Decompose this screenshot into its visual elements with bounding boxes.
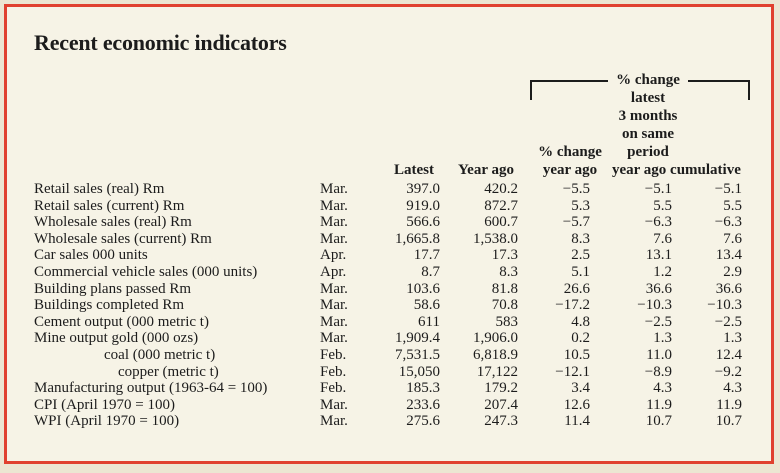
cell-cumulative: 2.9	[723, 264, 742, 280]
row-label: Wholesale sales (current) Rm	[34, 231, 212, 247]
cell-pct-year-ago: 4.8	[571, 314, 590, 330]
cell-pct-year-ago: −5.7	[562, 214, 590, 230]
cell-cumulative: 11.9	[716, 397, 742, 413]
group-header-sub-0: latest	[630, 90, 666, 106]
cell-pct-year-ago: −17.2	[555, 297, 590, 313]
row-label: Car sales 000 units	[34, 247, 148, 263]
header-year-ago-cumulative: year ago cumulative	[612, 162, 741, 178]
cell-year-ago: 6,818.9	[473, 347, 518, 363]
cell-pct-3-months: 11.0	[646, 347, 672, 363]
cell-pct-3-months: 10.7	[645, 413, 672, 429]
cell-pct-3-months: 7.6	[653, 231, 672, 247]
cell-month: Mar.	[320, 330, 348, 346]
cell-cumulative: 10.7	[715, 413, 742, 429]
cell-pct-3-months: −5.1	[644, 181, 672, 197]
cell-pct-year-ago: 11.4	[564, 413, 590, 429]
cell-year-ago: 1,906.0	[473, 330, 518, 346]
cell-pct-year-ago: 8.3	[571, 231, 590, 247]
row-label: Cement output (000 metric t)	[34, 314, 209, 330]
row-label: Buildings completed Rm	[34, 297, 184, 313]
cell-year-ago: 872.7	[484, 198, 518, 214]
cell-cumulative: 13.4	[715, 247, 742, 263]
cell-latest: 275.6	[406, 413, 440, 429]
row-label: coal (000 metric t)	[104, 347, 216, 363]
cell-year-ago: 420.2	[484, 181, 518, 197]
cell-year-ago: 17,122	[476, 364, 518, 380]
group-bracket-top-right	[688, 80, 750, 82]
cell-cumulative: −9.2	[714, 364, 742, 380]
row-label: Manufacturing output (1963-64 = 100)	[34, 380, 268, 396]
group-bracket-left-leg	[530, 80, 532, 100]
cell-pct-year-ago: 12.6	[563, 397, 590, 413]
cell-pct-year-ago: −5.5	[562, 181, 590, 197]
cell-cumulative: −10.3	[707, 297, 742, 313]
cell-pct-year-ago: 2.5	[571, 247, 590, 263]
cell-latest: 17.7	[413, 247, 440, 263]
cell-latest: 15,050	[398, 364, 440, 380]
cell-year-ago: 179.2	[484, 380, 518, 396]
cell-pct-3-months: −8.9	[644, 364, 672, 380]
group-header-sub-2: on same	[621, 126, 675, 142]
cell-year-ago: 70.8	[491, 297, 518, 313]
cell-month: Mar.	[320, 413, 348, 429]
cell-cumulative: 12.4	[715, 347, 742, 363]
cell-cumulative: −5.1	[714, 181, 742, 197]
group-bracket-right-leg	[748, 80, 750, 100]
cell-pct-3-months: 11.9	[646, 397, 672, 413]
cell-pct-3-months: 13.1	[645, 247, 672, 263]
cell-year-ago: 8.3	[499, 264, 518, 280]
cell-year-ago: 17.3	[491, 247, 518, 263]
cell-latest: 7,531.5	[395, 347, 440, 363]
row-label: Retail sales (current) Rm	[34, 198, 185, 214]
group-header-sub-1: 3 months	[618, 108, 678, 124]
cell-month: Mar.	[320, 231, 348, 247]
cell-pct-3-months: −2.5	[644, 314, 672, 330]
row-label: Wholesale sales (real) Rm	[34, 214, 192, 230]
row-label: Mine output gold (000 ozs)	[34, 330, 199, 346]
cell-latest: 611	[418, 314, 440, 330]
cell-pct-3-months: −6.3	[644, 214, 672, 230]
cell-pct-year-ago: 26.6	[563, 281, 590, 297]
cell-latest: 103.6	[406, 281, 440, 297]
cell-month: Apr.	[320, 247, 347, 263]
cell-pct-year-ago: −12.1	[555, 364, 590, 380]
cell-cumulative: 1.3	[723, 330, 742, 346]
cell-month: Feb.	[320, 347, 347, 363]
cell-cumulative: −6.3	[714, 214, 742, 230]
cell-year-ago: 247.3	[484, 413, 518, 429]
cell-month: Feb.	[320, 380, 347, 396]
cell-cumulative: 7.6	[723, 231, 742, 247]
cell-year-ago: 1,538.0	[473, 231, 518, 247]
cell-latest: 1,909.4	[395, 330, 440, 346]
cell-cumulative: 5.5	[723, 198, 742, 214]
cell-month: Mar.	[320, 198, 348, 214]
cell-pct-3-months: 1.2	[653, 264, 672, 280]
cell-year-ago: 583	[495, 314, 518, 330]
cell-latest: 566.6	[406, 214, 440, 230]
cell-month: Mar.	[320, 214, 348, 230]
row-label: WPI (April 1970 = 100)	[34, 413, 180, 429]
cell-cumulative: 4.3	[723, 380, 742, 396]
group-header-sub-3: period	[627, 144, 669, 160]
cell-latest: 233.6	[406, 397, 440, 413]
row-label: Commercial vehicle sales (000 units)	[34, 264, 258, 280]
cell-month: Apr.	[320, 264, 347, 280]
group-header-title: % change	[616, 72, 680, 88]
cell-cumulative: −2.5	[714, 314, 742, 330]
header-latest: Latest	[394, 162, 434, 178]
cell-pct-3-months: 4.3	[653, 380, 672, 396]
header-pct-change-line2: year ago	[542, 162, 598, 178]
page-title: Recent economic indicators	[34, 30, 287, 55]
row-label: copper (metric t)	[118, 364, 219, 380]
cell-latest: 919.0	[406, 198, 440, 214]
cell-month: Mar.	[320, 281, 348, 297]
header-pct-change-line1: % change	[538, 144, 602, 160]
cell-cumulative: 36.6	[715, 281, 742, 297]
cell-year-ago: 207.4	[484, 397, 518, 413]
row-label: Building plans passed Rm	[34, 281, 192, 297]
cell-latest: 8.7	[421, 264, 440, 280]
cell-latest: 185.3	[406, 380, 440, 396]
cell-pct-year-ago: 0.2	[571, 330, 590, 346]
cell-pct-3-months: −10.3	[637, 297, 672, 313]
cell-latest: 58.6	[413, 297, 440, 313]
cell-pct-year-ago: 5.3	[571, 198, 590, 214]
cell-month: Feb.	[320, 364, 347, 380]
cell-pct-3-months: 36.6	[645, 281, 672, 297]
cell-month: Mar.	[320, 297, 348, 313]
cell-month: Mar.	[320, 314, 348, 330]
cell-latest: 397.0	[406, 181, 440, 197]
group-bracket-top-left	[530, 80, 608, 82]
cell-latest: 1,665.8	[395, 231, 440, 247]
cell-pct-year-ago: 5.1	[571, 264, 590, 280]
cell-month: Mar.	[320, 397, 348, 413]
cell-pct-3-months: 1.3	[653, 330, 672, 346]
cell-pct-year-ago: 10.5	[563, 347, 590, 363]
cell-year-ago: 81.8	[491, 281, 518, 297]
cell-month: Mar.	[320, 181, 348, 197]
row-label: Retail sales (real) Rm	[34, 181, 165, 197]
cell-year-ago: 600.7	[484, 214, 518, 230]
cell-pct-year-ago: 3.4	[571, 380, 590, 396]
header-year-ago: Year ago	[458, 162, 514, 178]
cell-pct-3-months: 5.5	[653, 198, 672, 214]
row-label: CPI (April 1970 = 100)	[34, 397, 175, 413]
